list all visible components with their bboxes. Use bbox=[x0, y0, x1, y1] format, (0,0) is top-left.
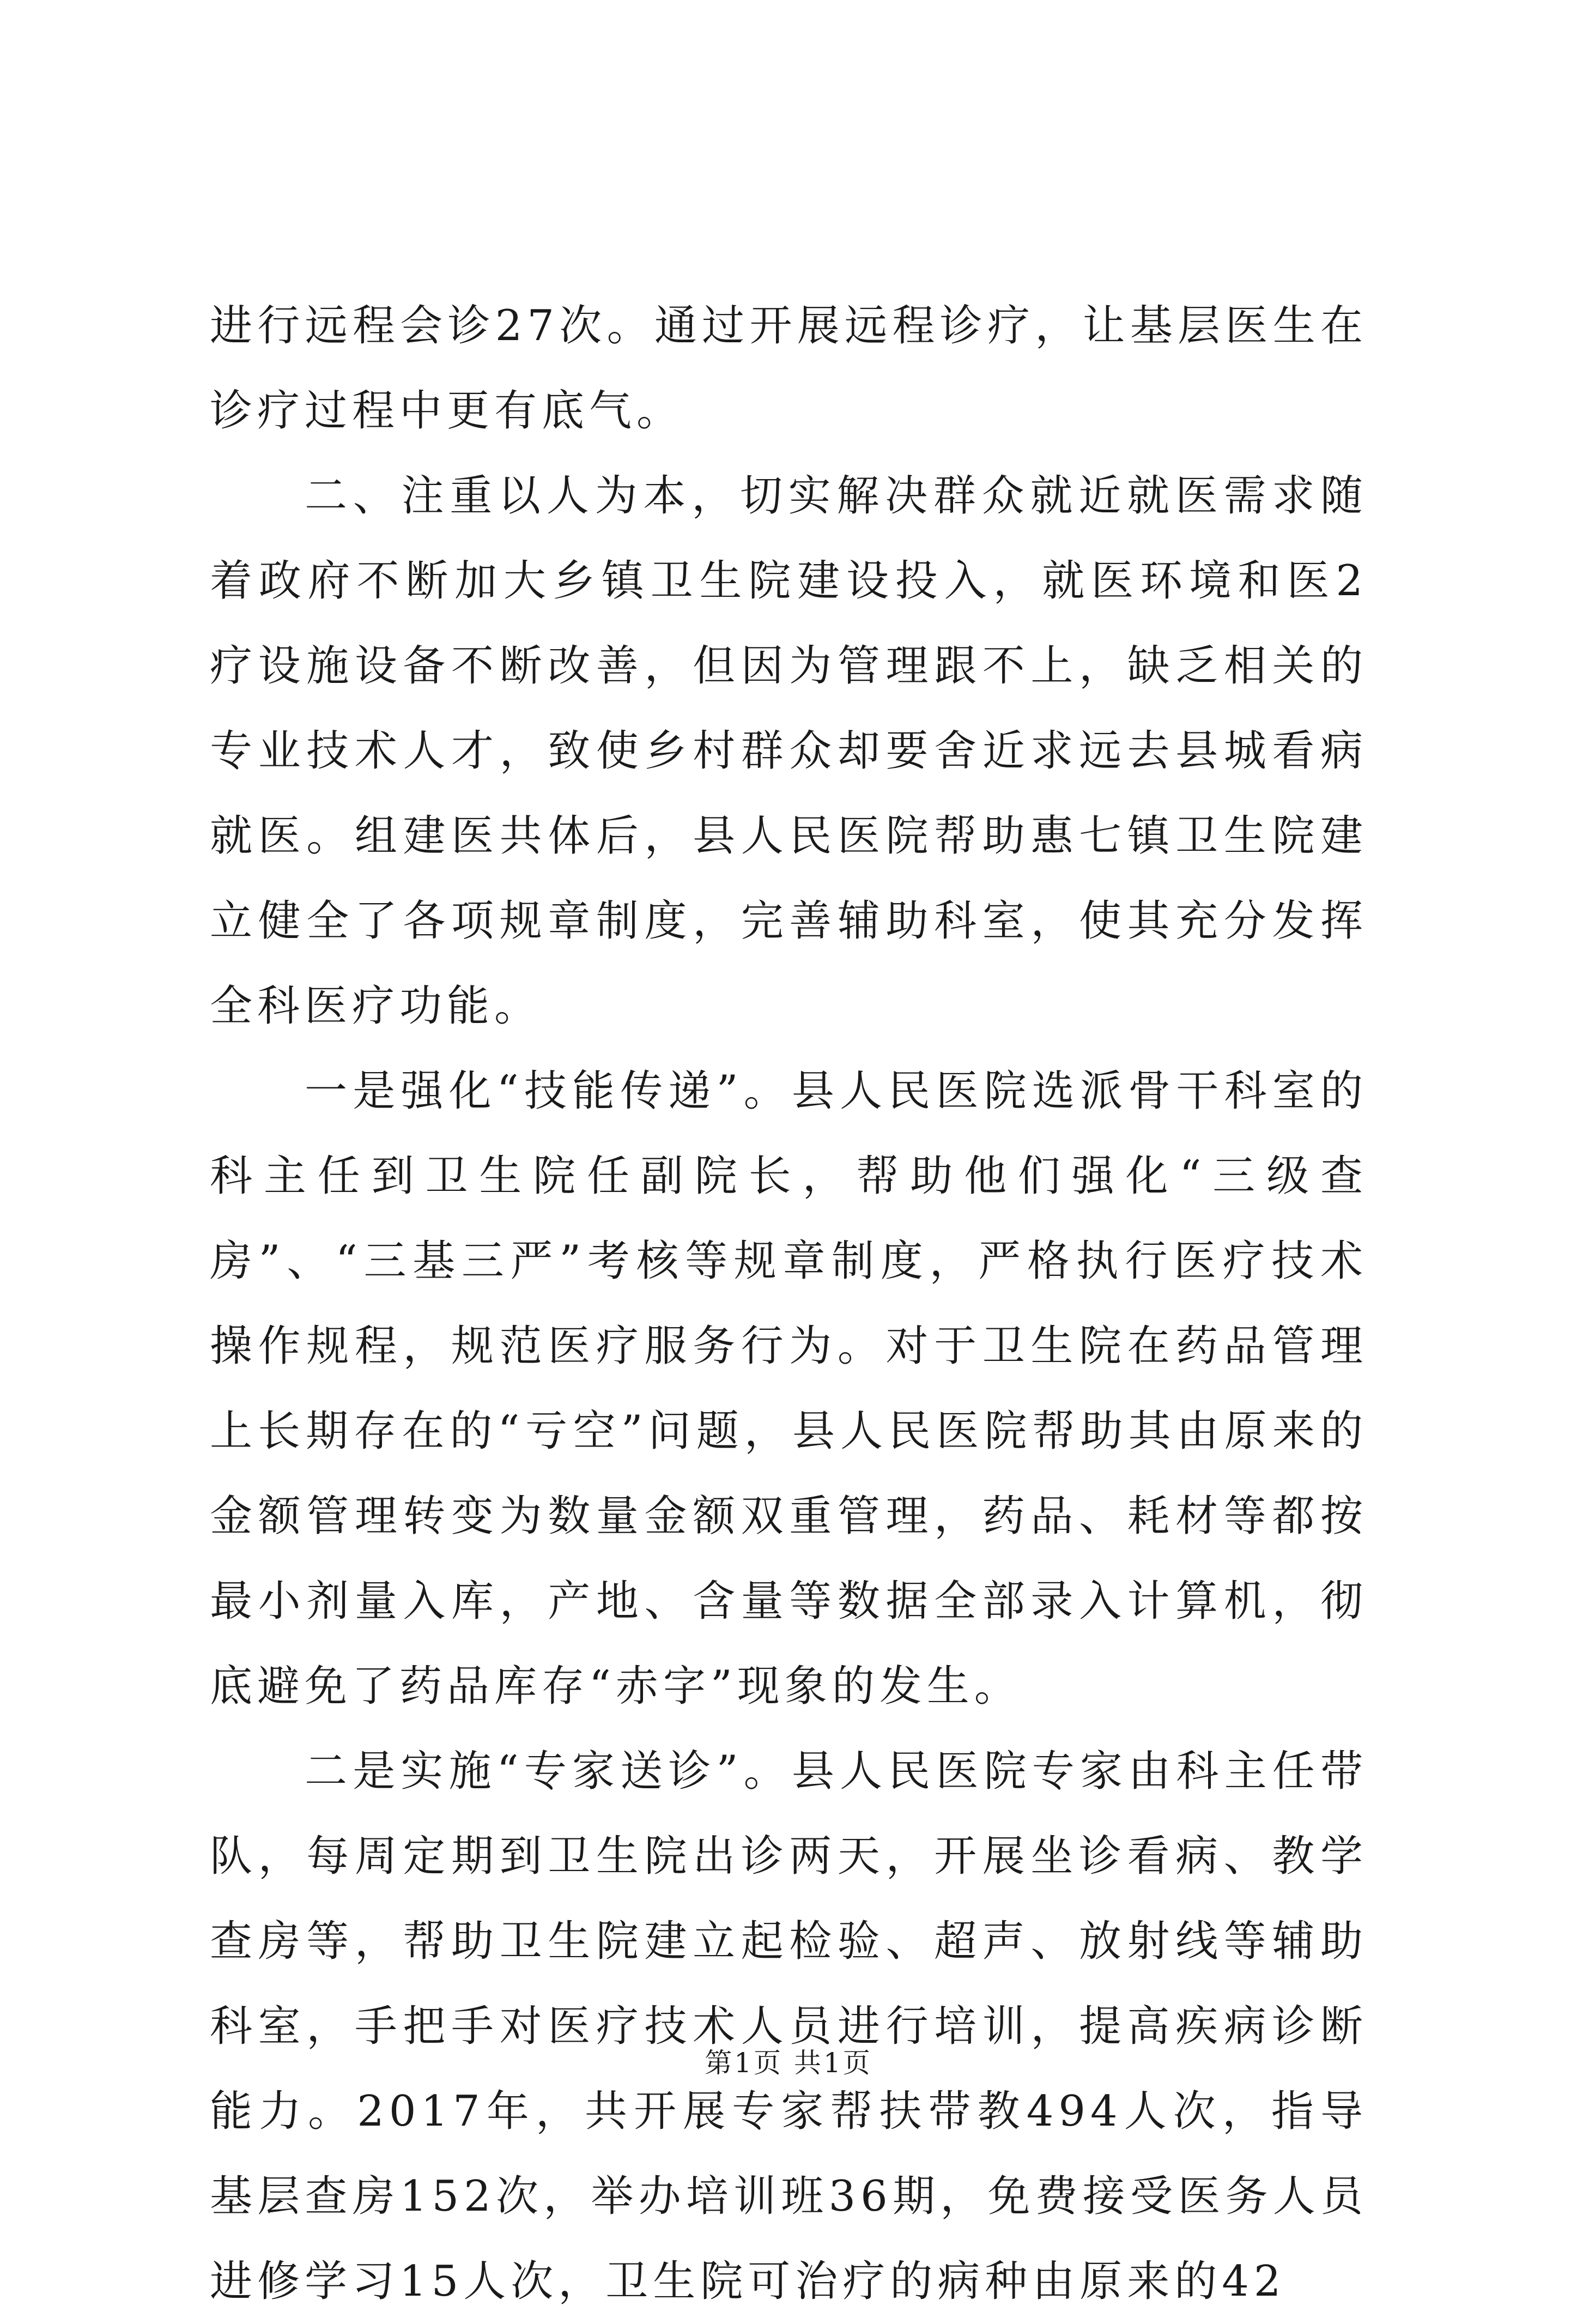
paragraph-remote-consult: 进行远程会诊27次。通过开展远程诊疗，让基层医生在诊疗过程中更有底气。 bbox=[210, 301, 1368, 435]
paragraph-expert-visits: 二是实施“专家送诊”。县人民医院专家由科主任带队，每周定期到卫生院出诊两天，开展坐诊看病、教学查房等，帮助卫生院建立起检验、超声、放射线等辅助科室，手把手对医疗技术人员进行培训，提高疾病诊断能力。2017年，共开展专家帮扶带教494人次，指导基层查房152次，举办培训班36期，免费接受医务人员进修学习15人次，卫生院可治疗的病种由原来的42 bbox=[210, 1747, 1368, 2306]
page-number-footer: 第1页 共1页 bbox=[705, 2047, 872, 2079]
paragraph-skill-transfer: 一是强化“技能传递”。县人民医院选派骨干科室的科主任到卫生院任副院长，帮助他们强化“三级查房”、“三基三严”考核等规章制度，严格执行医疗技术操作规程，规范医疗服务行为。对于卫生院在药品管理上长期存在的“亏空”问题，县人民医院帮助其由原来的金额管理转变为数量金额双重管理，药品、耗材等都按最小剂量入库，产地、含量等数据全部录入计算机，彻底避免了药品库存“赤字”现象的发生。 bbox=[210, 1067, 1368, 1711]
paragraph-people-oriented: 二、注重以人为本，切实解决群众就近就医需求随着政府不断加大乡镇卫生院建设投入，就医环境和医2疗设施设备不断改善，但因为管理跟不上，缺乏相关的专业技术人才，致使乡村群众却要舍近求远去县城看病就医。组建医共体后，县人民医院帮助惠七镇卫生院建立健全了各项规章制度，完善辅助科室，使其充分发挥全科医疗功能。 bbox=[210, 471, 1368, 1031]
document-body bbox=[210, 283, 1368, 2324]
